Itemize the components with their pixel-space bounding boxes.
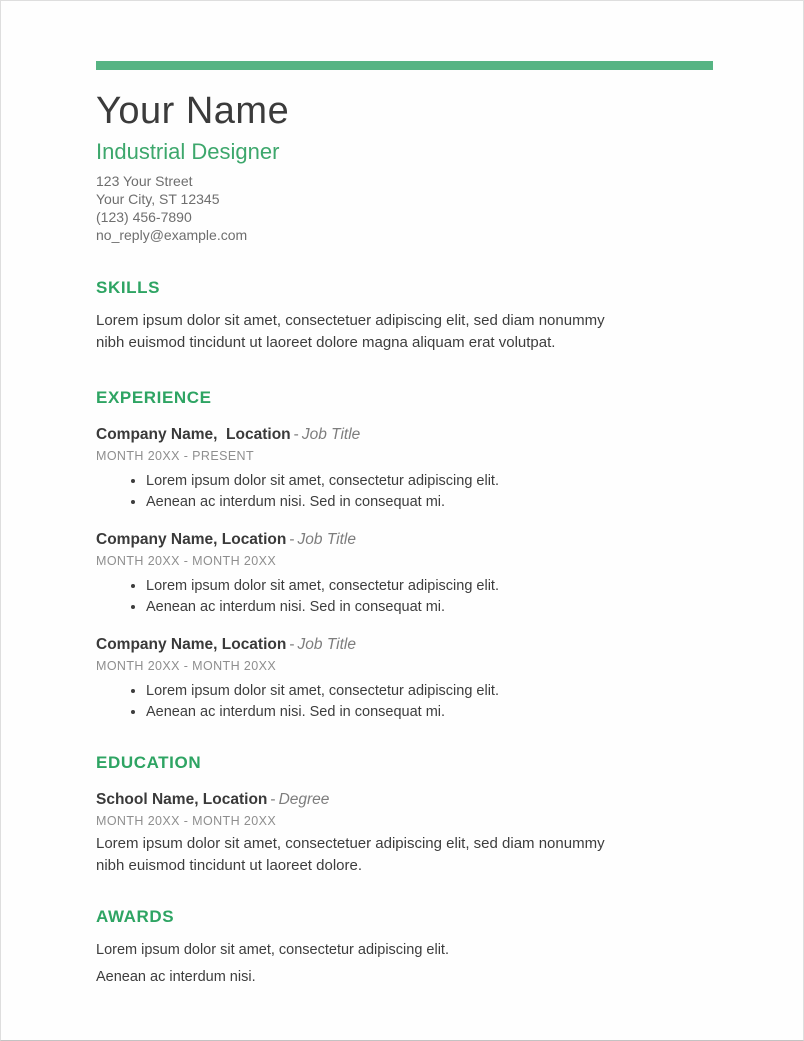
entry-bullet-list xyxy=(96,576,711,618)
entry-dates: MONTH 20XX - MONTH 20XX xyxy=(96,554,277,568)
entry-title-line xyxy=(96,789,711,810)
education-text: Lorem ipsum dolor sit amet, consectetuer adipiscing elit, sed diam nonummy nibh euismod tincidunt ut laoreet dolore. xyxy=(96,835,605,874)
education-entry xyxy=(96,789,711,877)
entry-dates: MONTH 20XX - PRESENT xyxy=(96,449,255,463)
title-separator: - xyxy=(289,531,295,548)
skills-text: Lorem ipsum dolor sit amet, consectetuer adipiscing elit, sed diam nonummy nibh euismod tincidunt ut laoreet dolore magna aliquam erat volutpat. xyxy=(96,312,605,351)
contact-city-state-zip: Your City, ST 12345 xyxy=(96,191,220,207)
education-section xyxy=(96,753,711,877)
experience-section xyxy=(96,388,711,723)
school-name: School Name, Location xyxy=(96,791,268,808)
entry-bullet-list xyxy=(96,681,711,723)
title-separator: - xyxy=(270,791,276,808)
entry-title-line xyxy=(96,634,711,655)
contact-email: no_reply@example.com xyxy=(96,227,248,243)
experience-entry xyxy=(96,424,711,513)
entry-job-title: Job Title xyxy=(301,426,361,443)
company-name: Company Name, Location xyxy=(96,531,287,548)
contact-phone: (123) 456-7890 xyxy=(96,209,192,225)
entry-bullet: • Aenean ac interdum nisi. Sed in consequat mi. xyxy=(146,597,711,618)
name-heading: Your Name xyxy=(96,90,290,132)
entry-bullet: • Aenean ac interdum nisi. Sed in consequat mi. xyxy=(146,702,711,723)
entry-bullet: • Lorem ipsum dolor sit amet, consectetur adipiscing elit. xyxy=(146,471,711,492)
title-separator: - xyxy=(293,426,299,443)
skills-heading: SKILLS xyxy=(96,278,161,297)
entry-bullet: • Aenean ac interdum nisi. Sed in consequat mi. xyxy=(146,492,711,513)
awards-heading: AWARDS xyxy=(96,907,175,926)
entry-bullet: • Lorem ipsum dolor sit amet, consectetur adipiscing elit. xyxy=(146,576,711,597)
experience-entry xyxy=(96,634,711,723)
awards-section xyxy=(96,907,711,988)
experience-entry xyxy=(96,529,711,618)
education-heading: EDUCATION xyxy=(96,753,202,772)
contact-block xyxy=(96,172,711,244)
contact-street: 123 Your Street xyxy=(96,173,193,189)
entry-job-title: Job Title xyxy=(297,636,356,653)
entry-bullet-list xyxy=(96,471,711,513)
accent-bar xyxy=(96,61,713,70)
job-title-heading: Industrial Designer xyxy=(96,139,280,164)
company-name: Company Name, Location xyxy=(96,426,291,443)
degree-label: Degree xyxy=(278,791,330,808)
award-line: Lorem ipsum dolor sit amet, consectetur adipiscing elit. xyxy=(96,942,449,958)
entry-job-title: Job Title xyxy=(297,531,356,548)
entry-title-line xyxy=(96,529,711,550)
experience-heading: EXPERIENCE xyxy=(96,388,212,407)
entry-title-line xyxy=(96,424,711,445)
award-line: Aenean ac interdum nisi. xyxy=(96,969,256,985)
entry-dates: MONTH 20XX - MONTH 20XX xyxy=(96,814,277,828)
skills-section xyxy=(96,278,711,354)
entry-bullet: • Lorem ipsum dolor sit amet, consectetur adipiscing elit. xyxy=(146,681,711,702)
entry-dates: MONTH 20XX - MONTH 20XX xyxy=(96,659,277,673)
company-name: Company Name, Location xyxy=(96,636,287,653)
title-separator: - xyxy=(289,636,295,653)
